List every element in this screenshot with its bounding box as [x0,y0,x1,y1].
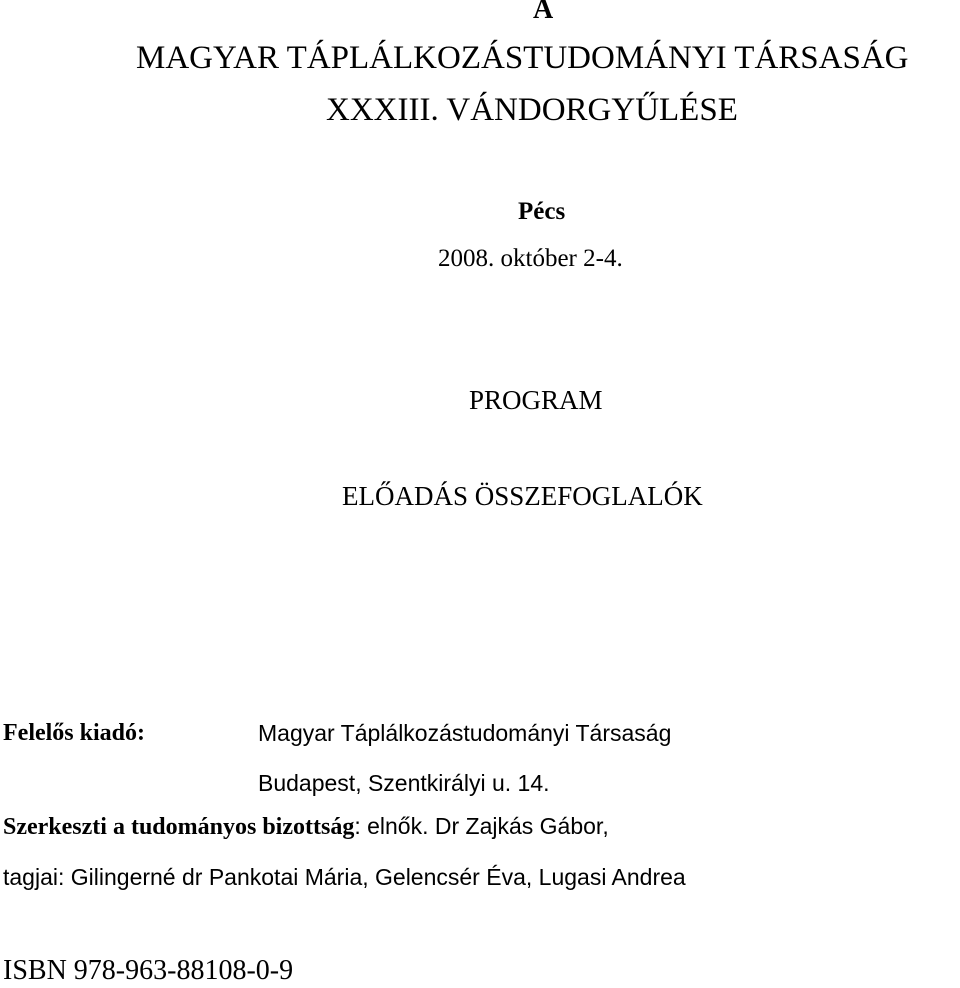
editors-line [3,813,609,841]
isbn-number: ISBN 978-963-88108-0-9 [3,955,294,986]
publisher-label: Felelős kiadó: [3,720,145,746]
editors-members: tagjai: Gilingerné dr Pankotai Mária, Gelencsér Éva, Lugasi Andrea [3,864,686,890]
heading-abstracts: ELŐADÁS ÖSSZEFOGLALÓK [342,481,703,511]
heading-program: PROGRAM [469,385,603,415]
title-congress-number: XXXIII. VÁNDORGYŰLÉSE [326,92,738,128]
event-city: Pécs [518,198,566,225]
publisher-address: Budapest, Szentkirályi u. 14. [258,770,550,796]
editors-chair: : elnők. Dr Zajkás Gábor, [354,813,609,839]
editors-label: Szerkeszti a tudományos bizottság [3,814,355,840]
title-society-name: MAGYAR TÁPLÁLKOZÁSTUDOMÁNYI TÁRSASÁG [136,40,909,76]
title-article: A [533,0,554,25]
publisher-name: Magyar Táplálkozástudományi Társaság [258,720,672,746]
event-date: 2008. október 2-4. [438,245,623,272]
